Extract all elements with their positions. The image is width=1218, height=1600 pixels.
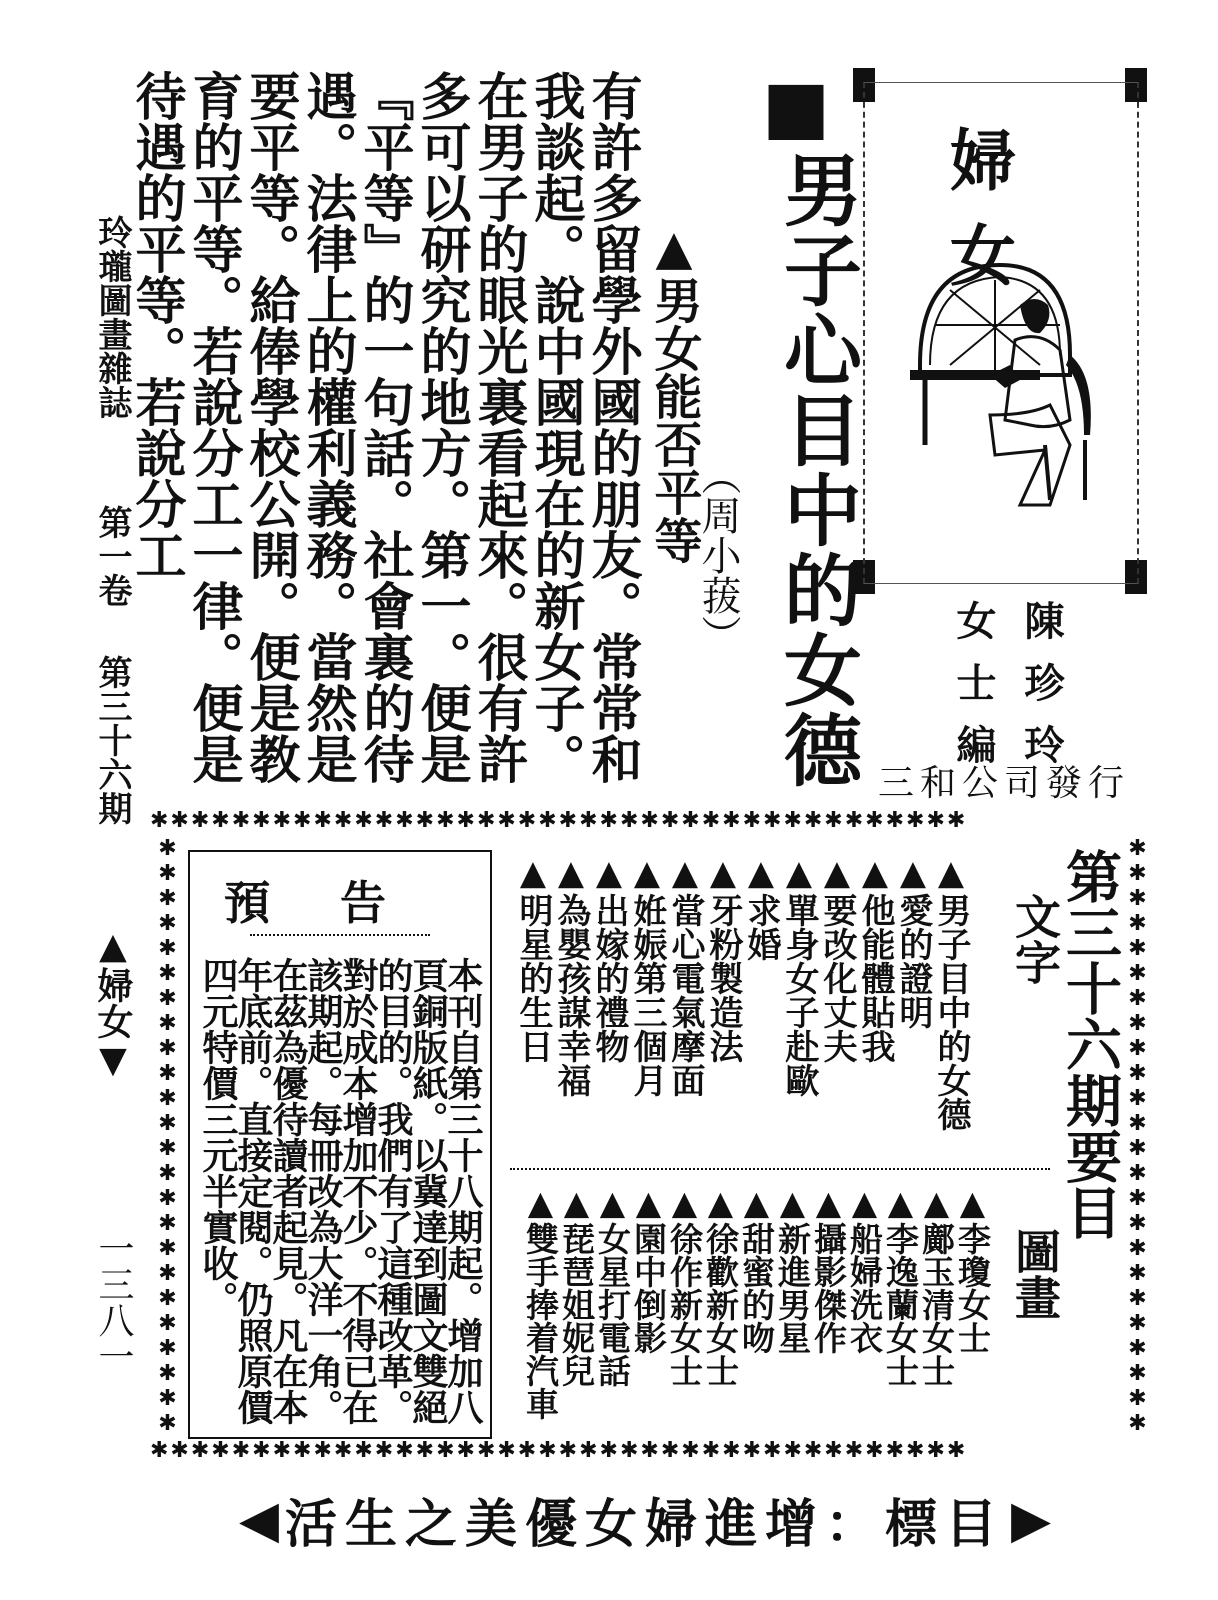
list-item: ▲當心電氣摩面 <box>665 853 705 1097</box>
spine-section: ▲婦女▼ <box>92 925 134 1081</box>
slogan-line <box>205 1484 1085 1554</box>
list-item: ▲李逸蘭女士 <box>881 1183 920 1387</box>
list-item: ▲雙手捧着汽車 <box>521 1183 560 1420</box>
spine-page-number: 一三八一 <box>93 1230 134 1374</box>
list-item: ▲園中倒影 <box>629 1183 668 1354</box>
list-item: ▲牙粉製造法 <box>703 853 743 1063</box>
list-item: ▲出嫁的禮物 <box>589 853 629 1063</box>
list-item: ▲他能體貼我 <box>855 853 895 1063</box>
contents-heading: 第三十六期要目 <box>1057 848 1123 1240</box>
star-border-left: ✱✱✱✱✱✱✱✱✱✱✱✱✱✱✱✱✱✱✱✱✱✱✱✱ <box>155 836 180 1436</box>
publisher-line: 三和公司發行 <box>877 763 1130 804</box>
article-body: 有許多留學外國的朋友。常常和我談起。說中國現在的新女子。在男子的眼光裏看起來。很有許多可以研究的地方。第一。便是『平等』的一句話。社會裏的待遇。法律上的權利義務。當然是要平等。給俸學校公開。便是教育的平等。若說分工一律。便是待遇的平等。若說分工 <box>126 70 642 784</box>
text-items <box>510 853 970 1183</box>
list-item: ▲為嬰孩謀幸福 <box>551 853 591 1097</box>
star-border-bottom: ✱✱✱✱✱✱✱✱✱✱✱✱✱✱✱✱✱✱✱✱✱✱✱✱✱✱✱✱✱✱✱✱✱✱✱✱✱✱✱✱ <box>150 1438 968 1463</box>
list-item: ▲徐歡新女士 <box>701 1183 740 1387</box>
text-section-label: 文字 <box>1008 893 1062 985</box>
left-arrow-icon: ◀ <box>238 1488 279 1550</box>
list-item: ▲愛的證明 <box>893 853 933 1029</box>
article-title: 男子心目中的女德 <box>771 150 862 790</box>
list-item: ▲單身女子赴歐 <box>779 853 819 1097</box>
notice-title: 預告 <box>224 876 456 930</box>
list-item: ▲新進男星 <box>773 1183 812 1354</box>
list-item: ▲姙娠第三個月 <box>627 853 667 1097</box>
star-border-right: ✱✱✱✱✱✱✱✱✱✱✱✱✱✱✱✱✱✱✱✱✱✱✱✱ <box>1125 836 1150 1436</box>
masthead-title: 婦女 <box>950 122 1076 295</box>
picture-section-label: 圖畫 <box>1008 1228 1062 1320</box>
woman-writing-at-desk-icon <box>900 245 1110 505</box>
editor-name-col: 陳珍玲 <box>1018 600 1065 786</box>
notice-divider <box>250 934 430 936</box>
list-item: ▲明星的生日 <box>513 853 553 1063</box>
star-border-top: ✱✱✱✱✱✱✱✱✱✱✱✱✱✱✱✱✱✱✱✱✱✱✱✱✱✱✱✱✱✱✱✱✱✱✱✱✱✱✱✱ <box>150 808 968 833</box>
bottom-box <box>150 808 1150 1468</box>
article-author: （周小菝） <box>695 455 741 655</box>
slogan-text: 目標：增進婦女優美之生活 <box>284 1493 1005 1555</box>
notice-box <box>188 850 492 1439</box>
list-item: ▲求婚 <box>741 853 781 961</box>
list-item: ▲要改化丈夫 <box>817 853 857 1063</box>
spine-magazine: 玲瓏圖畫雜誌 <box>92 215 132 419</box>
spine-issue: 第三十六期 <box>92 655 132 825</box>
list-item: ▲攝影傑作 <box>809 1183 848 1354</box>
list-item: ▲船婦洗衣 <box>845 1183 884 1354</box>
article-subtitle: ▲男女能否平等 <box>646 220 702 564</box>
contents-divider <box>510 1168 1050 1170</box>
picture-items <box>510 1183 990 1443</box>
list-item: ▲李瓊女士 <box>953 1183 992 1354</box>
list-item: ▲甜蜜的吻 <box>737 1183 776 1354</box>
spine-volume: 第一卷 <box>92 505 132 607</box>
article-marker: ■ <box>762 64 831 148</box>
right-arrow-icon: ▶ <box>1011 1488 1051 1550</box>
list-item: ▲琵琶姐妮兒 <box>557 1183 596 1387</box>
editor-title-col: 女士編 <box>950 600 997 786</box>
notice-text: 本刊自第三十八期起。增加八頁銅版紙。以冀達到圖文雙絕的目的。我們有了這種改革。對於成本增加不少。不得已在該期起。每冊改為大洋一角。在茲為優待讀者起見。凡在本年底前。直接定閱。仍照原價四元特價三元半實收。 <box>197 957 484 1425</box>
list-item: ▲徐作新女士 <box>665 1183 704 1387</box>
list-item: ▲女星打電話 <box>593 1183 632 1387</box>
list-item: ▲男子目中的女德 <box>931 853 971 1131</box>
list-item: ▲鄺玉清女士 <box>917 1183 956 1387</box>
